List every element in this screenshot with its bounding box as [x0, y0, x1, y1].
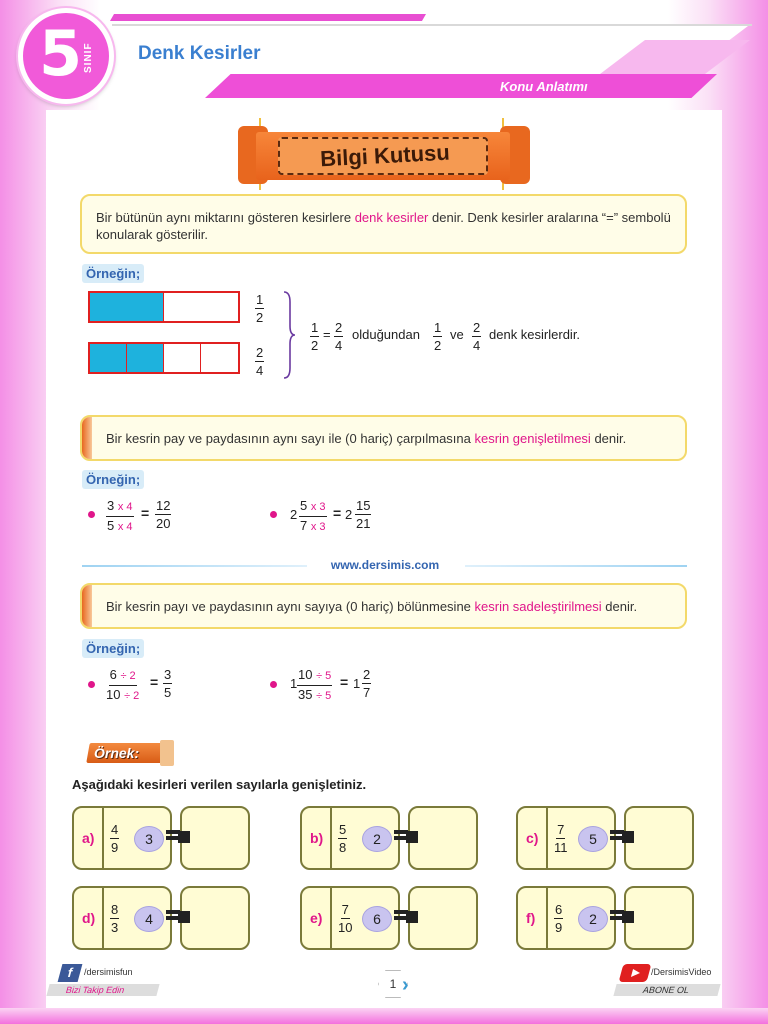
expand-ex1-fraction	[106, 498, 134, 535]
definition-text-2: denir. Denk kesirler aralarına “=” sembolü konularak gösterilir.	[96, 210, 671, 242]
fraction-bar-halves	[88, 291, 240, 323]
chevron-right-icon: ›	[402, 974, 409, 996]
exercise-den: 9	[555, 920, 563, 935]
bullet	[88, 511, 95, 518]
simplify-ex1-num-op: ÷ 2	[120, 670, 136, 682]
equivalence-fraction-1	[433, 320, 442, 353]
answer-box[interactable]	[180, 886, 250, 950]
brace-icon	[282, 290, 296, 380]
answer-box[interactable]	[408, 806, 478, 870]
bullet	[88, 681, 95, 688]
expand-ex1-den-op: x 4	[117, 521, 133, 533]
simplify-ex2-den-op: ÷ 5	[316, 690, 332, 702]
grade-word: SINIF	[83, 42, 94, 73]
simplify-ex1-fraction	[106, 667, 139, 704]
expand-ex1-num: 3	[107, 498, 115, 513]
simplify-ex1-num: 6	[109, 667, 117, 682]
definition-text-1: Bir bütünün aynı miktarını gösteren kesirlere	[96, 210, 355, 225]
simplify-ex2-num-op: ÷ 5	[316, 670, 332, 682]
simplify-ex2-result-whole: 1	[353, 676, 361, 691]
expand-ex2-num: 5	[300, 498, 308, 513]
grade-number: 5	[39, 17, 83, 90]
example-tag-label: Örnek:	[94, 745, 140, 761]
equivalence-text-1: olduğundan	[352, 327, 420, 342]
exercise-fraction	[110, 902, 119, 935]
arrow-equals-icon	[610, 910, 624, 924]
example-tag-tab	[160, 740, 174, 766]
exercise-question-box	[300, 886, 400, 950]
simplify-rule-highlight: kesrin sadeleştirilmesi	[474, 599, 602, 614]
exercise-fraction	[110, 822, 119, 855]
exercise-label: b)	[310, 830, 324, 846]
simplify-ex2-result-num: 2	[363, 667, 371, 682]
exercise-den: 3	[111, 920, 119, 935]
example-label-3: Örneğin;	[82, 639, 144, 658]
page-subtitle: Konu Anlatımı	[500, 79, 588, 94]
exercise-fraction	[554, 902, 563, 935]
bar-segment	[90, 344, 127, 372]
separator-left	[82, 565, 307, 567]
bar-segment	[164, 344, 201, 372]
simplify-ex1-den: 10	[106, 687, 121, 702]
expand-rule-highlight: kesrin genişletilmesi	[474, 431, 591, 446]
exercise-divider	[102, 888, 104, 948]
exercise-label: a)	[82, 830, 95, 846]
bottom-bar	[0, 1008, 768, 1024]
expand-ex1-result-num: 12	[156, 498, 171, 513]
exercise-label: d)	[82, 910, 96, 926]
exercise-label: f)	[526, 910, 536, 926]
expand-ex2-whole: 2	[290, 507, 298, 522]
exercise-num: 7	[341, 902, 349, 917]
exercise-card	[72, 806, 252, 870]
simplify-ex1-result-den: 5	[164, 685, 172, 700]
f4-num: 2	[473, 320, 481, 335]
equation-left-fraction	[310, 320, 319, 353]
exercise-card	[300, 886, 480, 950]
answer-box[interactable]	[180, 806, 250, 870]
bar2-fraction-den: 4	[256, 363, 264, 378]
eq-left-num: 1	[311, 320, 319, 335]
answer-box[interactable]	[408, 886, 478, 950]
expand-rule-text-1: Bir kesrin pay ve paydasının aynı sayı ile (0 hariç) çarpılmasına	[106, 431, 475, 446]
simplify-rule-text-2: denir.	[601, 599, 638, 614]
exercise-question-box	[516, 806, 616, 870]
exercise-question-box	[300, 806, 400, 870]
f3-num: 1	[434, 320, 442, 335]
multiplier-circle: 4	[134, 906, 164, 932]
exercise-fraction	[338, 902, 352, 935]
multiplier-circle: 3	[134, 826, 164, 852]
definition-highlight: denk kesirler	[354, 210, 429, 225]
info-ribbon	[238, 126, 528, 184]
exercise-num: 6	[555, 902, 563, 917]
youtube-subscribe[interactable]	[615, 962, 725, 996]
exercise-den: 10	[338, 920, 353, 935]
exercise-question-box	[72, 806, 172, 870]
expand-ex2-result-whole: 2	[345, 507, 353, 522]
expand-ex1-num-op: x 4	[117, 501, 133, 513]
expand-ex2-equals: =	[333, 505, 342, 521]
multiplier-circle: 2	[362, 826, 392, 852]
equation-right-fraction	[334, 320, 343, 353]
bar-segment	[90, 293, 164, 321]
exercise-divider	[330, 888, 332, 948]
exercise-num: 4	[111, 822, 119, 837]
page-number: 1	[389, 977, 397, 991]
expand-ex1-result	[155, 498, 171, 531]
exercise-question-box	[72, 886, 172, 950]
grade-badge	[18, 8, 114, 104]
bar-segment	[127, 344, 164, 372]
example-label-2: Örneğin;	[82, 470, 144, 489]
answer-box[interactable]	[624, 886, 694, 950]
exercise-fraction	[338, 822, 347, 855]
simplify-ex1-result	[163, 667, 172, 700]
simplify-ex2-result-den: 7	[363, 685, 371, 700]
equivalence-text-3: denk kesirlerdir.	[489, 327, 581, 342]
simplify-ex2-num: 10	[298, 667, 313, 682]
expand-ex2-den: 7	[300, 518, 308, 533]
exercise-card	[516, 886, 696, 950]
simplify-rule-text-1: Bir kesrin payı ve paydasının aynı sayıya (0 hariç) bölünmesine	[106, 599, 475, 614]
exercise-label: c)	[526, 830, 539, 846]
multiplier-circle: 6	[362, 906, 392, 932]
simplify-ex2-whole: 1	[290, 676, 298, 691]
page-number-badge	[378, 970, 408, 998]
arrow-equals-icon	[610, 830, 624, 844]
example-label-1: Örneğin;	[82, 264, 144, 283]
header-accent-line	[110, 14, 426, 21]
exercise-divider	[102, 808, 104, 868]
bar-segment	[201, 344, 238, 372]
equivalence-text-2: ve	[450, 327, 464, 342]
simplify-ex2-result	[362, 667, 371, 700]
simplify-ex2-fraction	[297, 667, 332, 704]
website-link[interactable]: www.dersimis.com	[330, 558, 440, 572]
exercise-num: 8	[111, 902, 119, 917]
eq-right-den: 4	[335, 338, 343, 353]
exercise-den: 9	[111, 840, 119, 855]
bar2-fraction	[255, 345, 264, 378]
separator-right	[465, 565, 687, 567]
ribbon-title: Bilgi Kutusu	[319, 139, 451, 172]
exercise-den: 8	[339, 840, 347, 855]
expand-ex2-result	[355, 498, 371, 531]
youtube-icon	[619, 964, 652, 982]
simplify-ex1-equals: =	[150, 674, 159, 690]
exercise-num: 5	[339, 822, 347, 837]
expand-ex2-den-op: x 3	[310, 521, 326, 533]
multiplier-circle: 2	[578, 906, 608, 932]
example-tag	[88, 740, 176, 766]
rule-stripe	[82, 417, 92, 459]
exercise-den: 11	[554, 840, 568, 855]
exercise-question-box	[516, 886, 616, 950]
youtube-handle: /DersimisVideo	[651, 967, 712, 977]
answer-box[interactable]	[624, 806, 694, 870]
header-shadow-line	[112, 24, 752, 26]
definition-box	[80, 194, 687, 254]
expand-ex1-den: 5	[107, 518, 115, 533]
f4-den: 4	[473, 338, 481, 353]
exercise-num: 7	[557, 822, 565, 837]
exercise-divider	[546, 808, 548, 868]
facebook-handle: /dersimisfun	[84, 967, 133, 977]
bar-segment	[164, 293, 238, 321]
multiplier-circle: 5	[578, 826, 608, 852]
bar2-fraction-num: 2	[256, 345, 264, 360]
simplify-ex1-result-num: 3	[164, 667, 172, 682]
expand-ex2-result-den: 21	[356, 516, 371, 531]
eq-left-den: 2	[311, 338, 319, 353]
facebook-icon: f	[58, 964, 83, 982]
bar1-fraction-num: 1	[256, 292, 264, 307]
rule-stripe	[82, 585, 92, 627]
arrow-equals-icon	[166, 910, 180, 924]
expand-rule-box	[80, 415, 687, 461]
header-subtitle-band	[205, 74, 717, 98]
youtube-cta: ABONE OL	[613, 984, 720, 996]
simplify-ex1-den-op: ÷ 2	[124, 690, 140, 702]
fraction-bar-quarters	[88, 342, 240, 374]
question-text: Aşağıdaki kesirleri verilen sayılarla genişletiniz.	[72, 777, 367, 792]
exercise-fraction	[554, 822, 568, 855]
facebook-follow[interactable]	[48, 962, 158, 996]
equals-sign: =	[323, 327, 331, 342]
exercise-card	[300, 806, 480, 870]
exercise-label: e)	[310, 910, 323, 926]
expand-ex2-num-op: x 3	[310, 501, 326, 513]
facebook-cta: Bizi Takip Edin	[46, 984, 159, 996]
simplify-rule-box	[80, 583, 687, 629]
expand-rule-text-2: denir.	[590, 431, 627, 446]
expand-ex2-fraction	[299, 498, 327, 535]
ribbon-frame	[278, 137, 488, 175]
bullet	[270, 681, 277, 688]
bar1-fraction-den: 2	[256, 310, 264, 325]
simplify-ex2-equals: =	[340, 674, 349, 690]
bullet	[270, 511, 277, 518]
exercise-card	[516, 806, 696, 870]
exercise-divider	[330, 808, 332, 868]
exercise-divider	[546, 888, 548, 948]
equivalence-fraction-2	[472, 320, 481, 353]
expand-ex1-equals: =	[141, 505, 150, 521]
bar1-fraction	[255, 292, 264, 325]
arrow-equals-icon	[394, 830, 408, 844]
page-title: Denk Kesirler	[138, 43, 261, 64]
expand-ex2-result-num: 15	[356, 498, 371, 513]
f3-den: 2	[434, 338, 442, 353]
exercise-card	[72, 886, 252, 950]
simplify-ex2-den: 35	[298, 687, 313, 702]
arrow-equals-icon	[394, 910, 408, 924]
expand-ex1-result-den: 20	[156, 516, 171, 531]
arrow-equals-icon	[166, 830, 180, 844]
eq-right-num: 2	[335, 320, 343, 335]
